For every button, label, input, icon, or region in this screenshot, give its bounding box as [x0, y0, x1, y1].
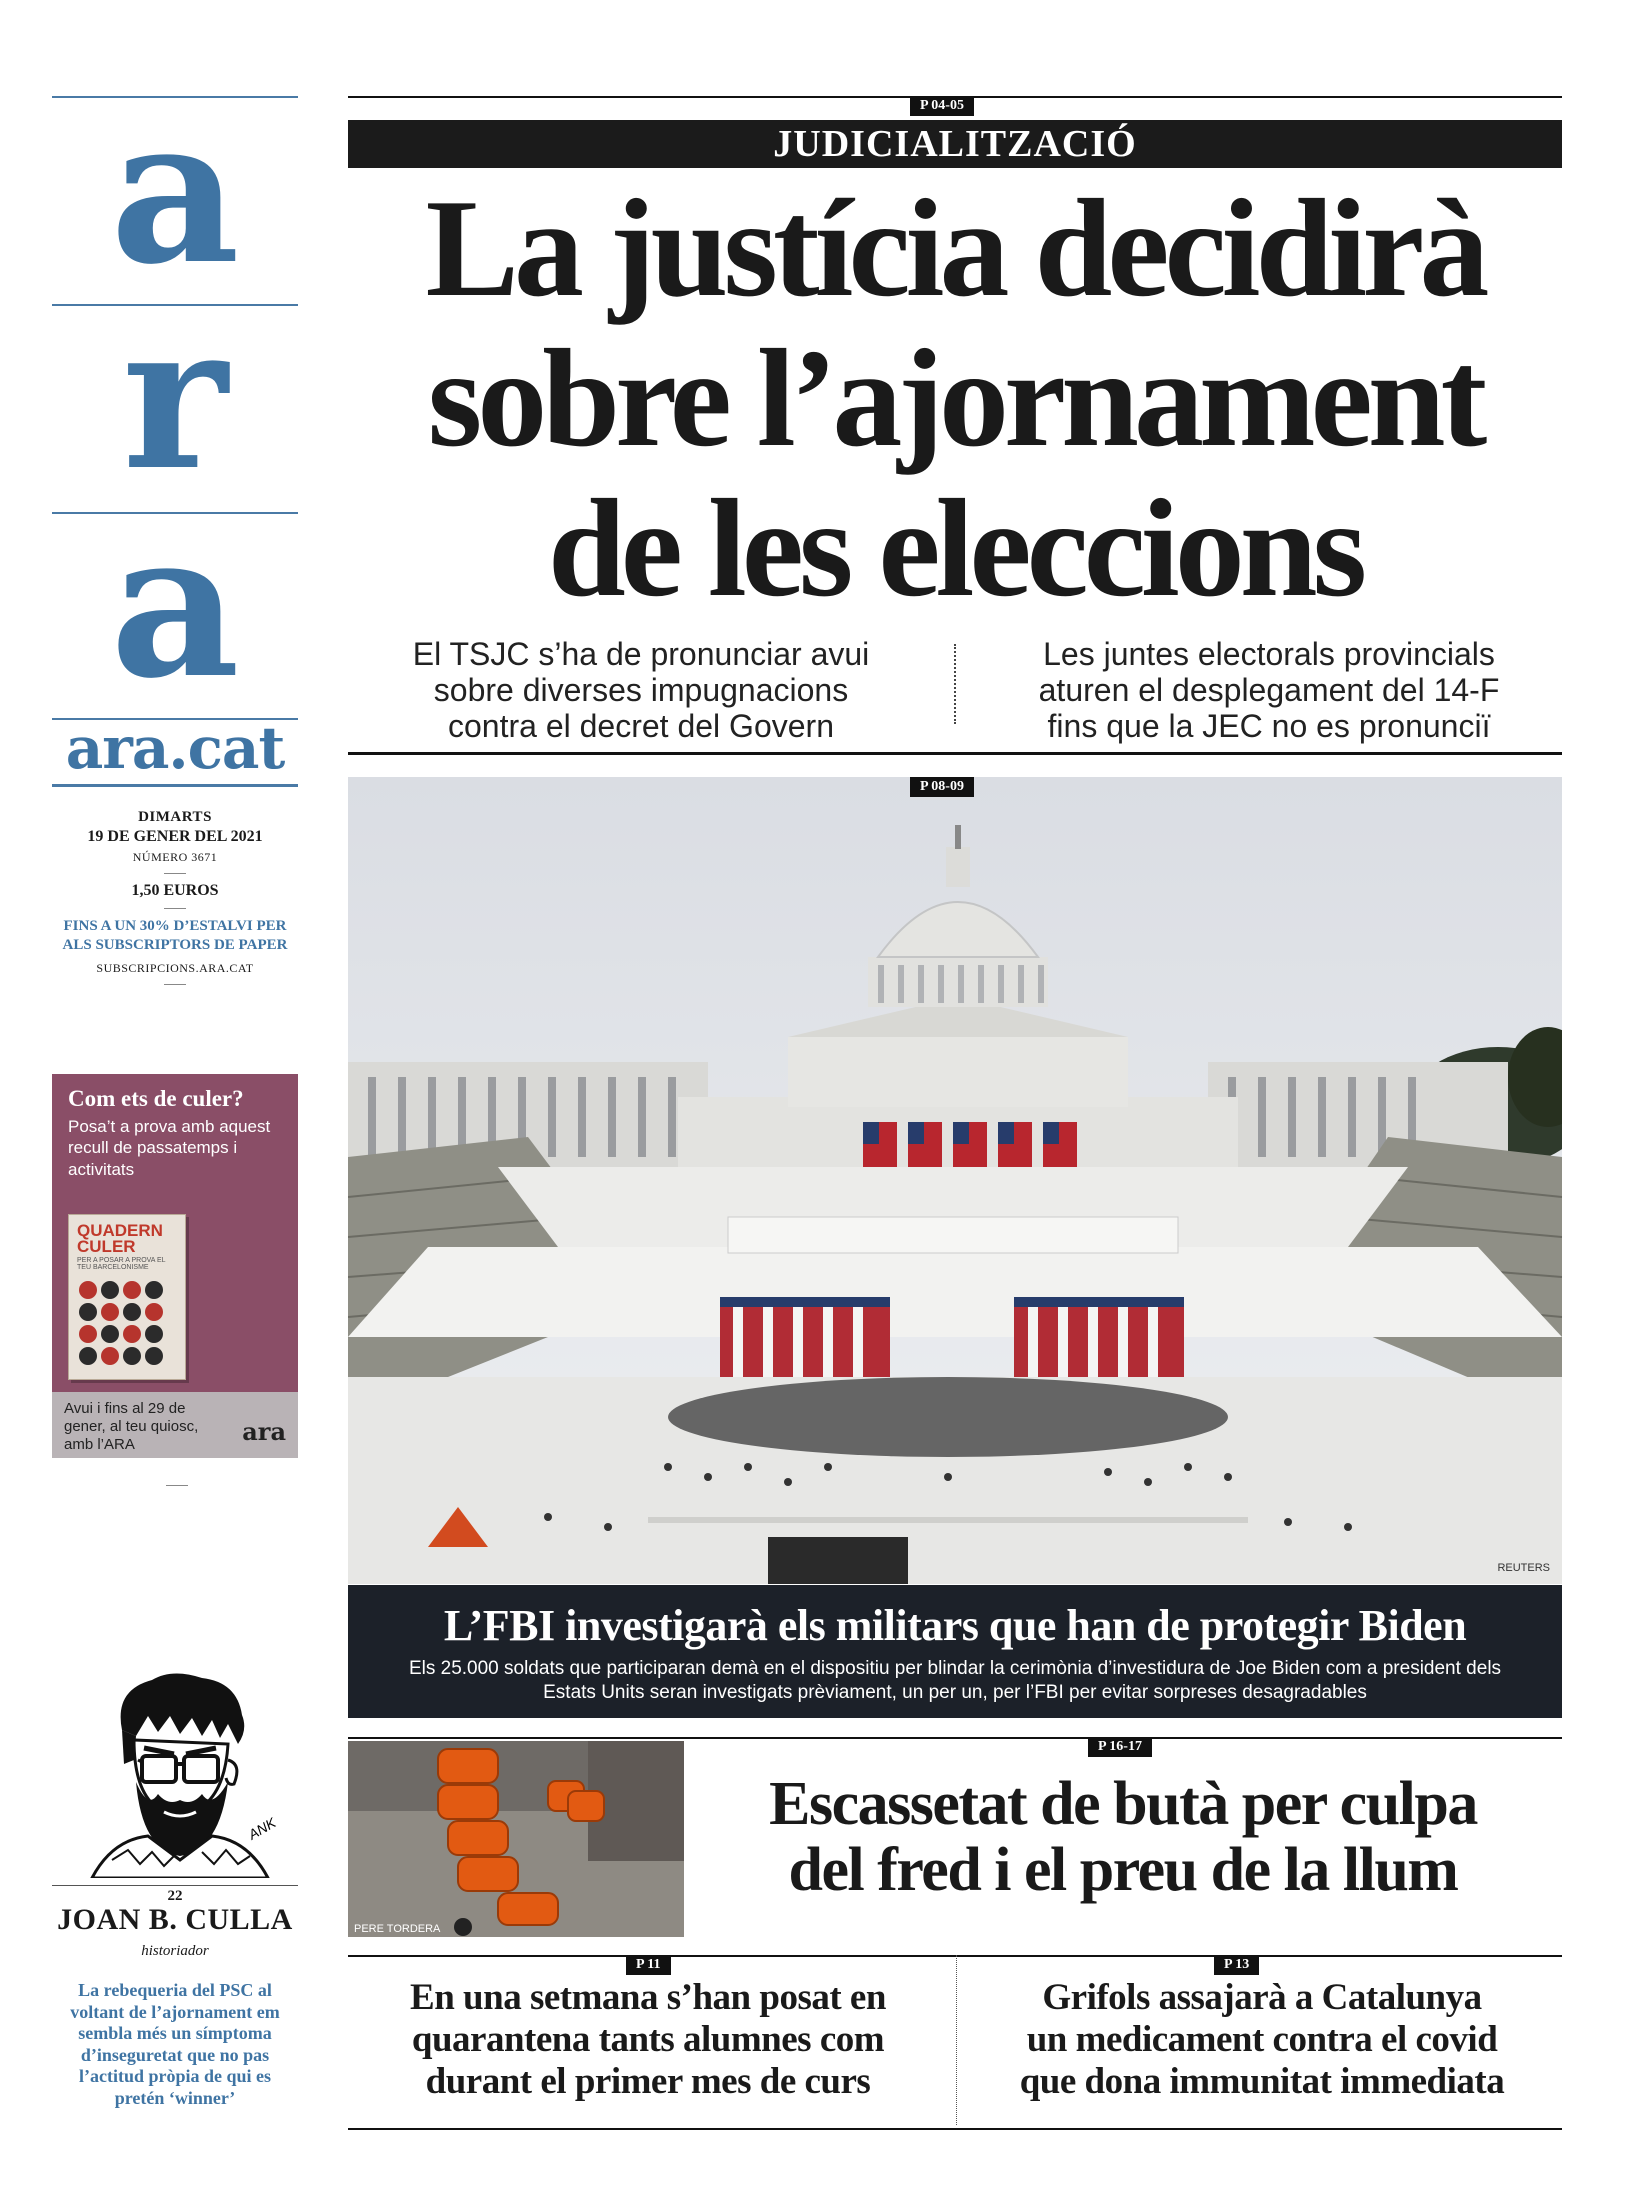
artist-signature: ANK: [245, 1814, 279, 1843]
butane-headline: [684, 1771, 1562, 1903]
issue-info: [52, 809, 298, 985]
divider: [164, 873, 186, 874]
issue-day: DIMARTS: [138, 809, 212, 825]
capitol-illustration: [348, 777, 1562, 1584]
columnist-page: 22: [167, 1888, 183, 1904]
lead-deck-left: [348, 636, 934, 744]
story2-rule-top: [348, 1737, 1562, 1739]
advert-title: Com ets de culer?: [68, 1086, 244, 1111]
site-url[interactable]: ara.cat: [65, 714, 285, 782]
lead-section-tag: JUDICIALITZACIÓ: [348, 120, 1562, 168]
advert-footer-text: Avui i fins al 29 de gener, al teu quiosc, amb l’ARA: [64, 1400, 199, 1453]
bottom-right-page-tag: P 13: [1214, 1955, 1259, 1975]
headline-line: Grifols assajarà a Catalunya: [1042, 1977, 1482, 2018]
book-cover-image: [68, 1214, 186, 1380]
advert-text: Posa’t a prova amb aquest recull de passatemps i activitats: [68, 1117, 271, 1179]
butane-photo: [348, 1741, 684, 1937]
deck-line: contra el decret del Govern: [448, 708, 834, 744]
subscription-promo: FINS A UN 30% D’ESTALVI PER ALS SUBSCRIPTORS DE PAPER: [62, 918, 288, 953]
story2-photo-credit: PERE TORDERA: [354, 1923, 441, 1935]
columnist-role: historiador: [141, 1943, 209, 1959]
columnist-rule: [52, 1885, 298, 1886]
logo-letter-a: a: [110, 506, 240, 718]
butane-story[interactable]: [348, 1737, 1562, 1947]
book-pattern: [69, 1273, 185, 1373]
lead-decks: [348, 636, 1562, 744]
lead-headline-line: de les eleccions: [547, 471, 1363, 626]
book-title: QUADERN CULER: [77, 1221, 163, 1257]
masthead-column: [52, 92, 298, 993]
divider: [164, 908, 186, 909]
divider: [164, 984, 186, 985]
lead-deck-right: [976, 636, 1562, 744]
bottom-right-story[interactable]: [962, 1977, 1562, 2103]
deck-line: aturen el desplegament del 14-F: [1038, 672, 1500, 708]
deck-line: El TSJC s’ha de pronunciar avui: [412, 636, 870, 672]
deck-line: Les juntes electorals provincials: [1043, 636, 1495, 672]
advert-logo: ara: [242, 1417, 286, 1446]
deck-separator: [954, 644, 956, 724]
photo-page-tag: P 08-09: [910, 777, 974, 797]
headline-line: del fred i el preu de la llum: [788, 1836, 1458, 1904]
logo-letter-a: a: [110, 92, 240, 304]
issue-number: NÚMERO 3671: [132, 850, 218, 864]
deck-line: sobre diverses impugnacions: [433, 672, 849, 708]
headline-line: durant el primer mes de curs: [425, 2061, 871, 2102]
columnist-box[interactable]: [52, 1660, 298, 2110]
headline-line: En una setmana s’han posat en: [410, 1977, 886, 2018]
bottom-left-story[interactable]: [348, 1977, 948, 2103]
story2-page-tag: P 16-17: [1088, 1737, 1152, 1757]
columnist-caricature-image: [52, 1660, 298, 1878]
bottom-left-page-tag: P 11: [626, 1955, 671, 1975]
photo-story-caption[interactable]: [348, 1585, 1562, 1718]
subscription-link[interactable]: SUBSCRIPCIONS.ARA.CAT: [96, 960, 254, 975]
headline-line: Escassetat de butà per culpa: [769, 1770, 1477, 1838]
columnist-name: JOAN B. CULLA: [57, 1903, 293, 1936]
divider: [166, 1485, 188, 1486]
bottom-rule-top: [348, 1955, 1562, 1957]
logo-letter-r: r: [122, 298, 228, 512]
issue-price: 1,50 EUROS: [131, 882, 219, 899]
site-rule: [52, 784, 298, 787]
column-separator: [956, 1955, 957, 2125]
bottom-stories: [348, 1955, 1562, 2135]
advert-footer: [52, 1392, 298, 1458]
photo-credit: REUTERS: [1497, 1562, 1550, 1574]
lead-headline-line: sobre l’ajornament: [427, 321, 1483, 476]
capitol-photo: [348, 777, 1562, 1584]
columnist-quote: La rebequeria del PSC al voltant de l’ajornament em sembla més un símptoma d’inseguretat que no pas l’actitud pròpia de qui es pretén ‘winner’: [70, 1980, 280, 2108]
lead-headline-line: La justícia decidirà: [425, 171, 1485, 326]
lead-headline[interactable]: [348, 171, 1562, 626]
advert-quadern-culer[interactable]: [52, 1074, 298, 1458]
photo-story-summary: Els 25.000 soldats que participaran demà en el dispositiu per blindar la cerimònia d’investidura de Joe Biden com a president dels Estats Units seran investigats prèviament, un per un, per l’FBI per evitar sorpreses desagradables: [408, 1658, 1502, 1703]
issue-date: 19 DE GENER DEL 2021: [87, 828, 263, 845]
headline-line: que dona immunitat immediata: [1019, 2061, 1505, 2102]
deck-line: fins que la JEC no es pronunciï: [1047, 708, 1491, 744]
headline-line: quarantena tants alumnes com: [411, 2019, 885, 2060]
lead-rule-bottom: [348, 752, 1562, 755]
lead-page-tag: P 04-05: [910, 96, 974, 116]
photo-story[interactable]: [348, 777, 1562, 1577]
headline-line: un medicament contra el covid: [1026, 2019, 1498, 2060]
bottom-rule-end: [348, 2128, 1562, 2130]
photo-story-headline: L’FBI investigarà els militars que han de protegir Biden: [443, 1601, 1467, 1650]
book-subtitle: PER A POSAR A PROVA EL TEU BARCELONISME: [77, 1257, 166, 1272]
lead-story[interactable]: [348, 96, 1562, 755]
